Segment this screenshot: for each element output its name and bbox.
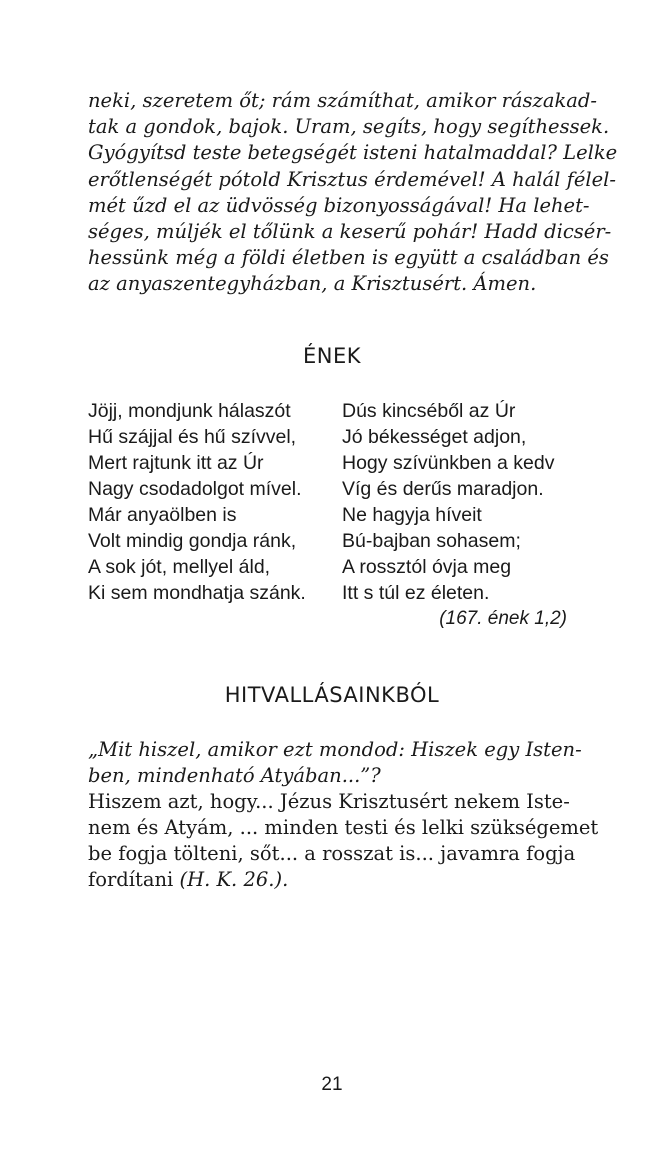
hymn-line: Hű szájjal és hű szívvel, bbox=[88, 426, 297, 448]
prayer-line: tak a gondok, bajok. Uram, segíts, hogy segíthessek. bbox=[88, 115, 610, 139]
section-heading-enek: ÉNEK bbox=[302, 344, 362, 368]
hymn-line: Mert rajtunk itt az Úr bbox=[88, 452, 264, 474]
hymn-line: Itt s túl ez életen. bbox=[342, 582, 490, 604]
hymn-line: Jöjj, mondjunk hálaszót bbox=[88, 400, 291, 422]
hymn-verse-1 bbox=[88, 398, 306, 606]
hymn-reference: (167. ének 1,2) bbox=[439, 608, 567, 629]
hymn-line: Ne hagyja híveit bbox=[342, 504, 482, 526]
hymn-line: Volt mindig gondja ránk, bbox=[88, 530, 297, 552]
answer-line: nem és Atyám, ... minden testi és lelki szükségemet bbox=[88, 816, 599, 839]
hymn-line: Jó békességet adjon, bbox=[342, 426, 527, 448]
prayer-line: mét űzd el az üdvösség bizonyosságával! Ha lehet- bbox=[88, 193, 590, 217]
prayer-line: séges, múljék el tőlünk a keserű pohár! Hadd dicsér- bbox=[88, 219, 612, 243]
catechism-question bbox=[88, 737, 582, 789]
hymn-line: Dús kincséből az Úr bbox=[342, 400, 516, 422]
prayer-line: hessünk még a földi életben is együtt a családban és bbox=[88, 246, 609, 270]
catechism-answer bbox=[88, 789, 599, 893]
hymn-line: Hogy szívünkben a kedv bbox=[342, 452, 555, 474]
answer-line-last bbox=[88, 867, 568, 893]
hymn-line: Nagy csodadolgot mível. bbox=[88, 478, 302, 500]
prayer-line: az anyaszentegyházban, a Krisztusért. Ámen. bbox=[88, 272, 537, 296]
hymn-line: A sok jót, mellyel áld, bbox=[88, 556, 271, 578]
answer-line: be fogja tölteni, sőt... a rosszat is... javamra fogja bbox=[88, 842, 576, 865]
answer-citation: (H. K. 26.). bbox=[179, 868, 289, 891]
question-line: „Mit hiszel, amikor ezt mondod: Hiszek egy Isten- bbox=[88, 738, 582, 761]
hymn-line: Víg és derűs maradjon. bbox=[342, 478, 544, 500]
page-number: 21 bbox=[321, 1074, 343, 1095]
prayer-text bbox=[88, 88, 618, 298]
hymn-line: Bú-bajban sohasem; bbox=[342, 530, 521, 552]
prayer-line: Gyógyítsd teste betegségét isteni hatalmaddal? Lelke bbox=[88, 141, 618, 165]
prayer-line: neki, szeretem őt; rám számíthat, amikor rászakad- bbox=[88, 89, 597, 112]
section-heading-hitvallasainkbol: HITVALLÁSAINKBÓL bbox=[224, 683, 440, 707]
hymn-verse-2 bbox=[342, 398, 554, 606]
hymn-line: Ki sem mondhatja szánk. bbox=[88, 582, 306, 604]
answer-last-text: fordítani bbox=[88, 868, 174, 891]
hymn-line: A rossztól óvja meg bbox=[342, 556, 512, 578]
question-line: ben, mindenható Atyában...”? bbox=[88, 764, 381, 787]
answer-line: Hiszem azt, hogy... Jézus Krisztusért nekem Iste- bbox=[88, 790, 570, 813]
hymn-line: Már anyaölben is bbox=[88, 504, 237, 526]
prayer-line: erőtlenségét pótold Krisztus érdemével! A halál félel- bbox=[88, 167, 616, 191]
